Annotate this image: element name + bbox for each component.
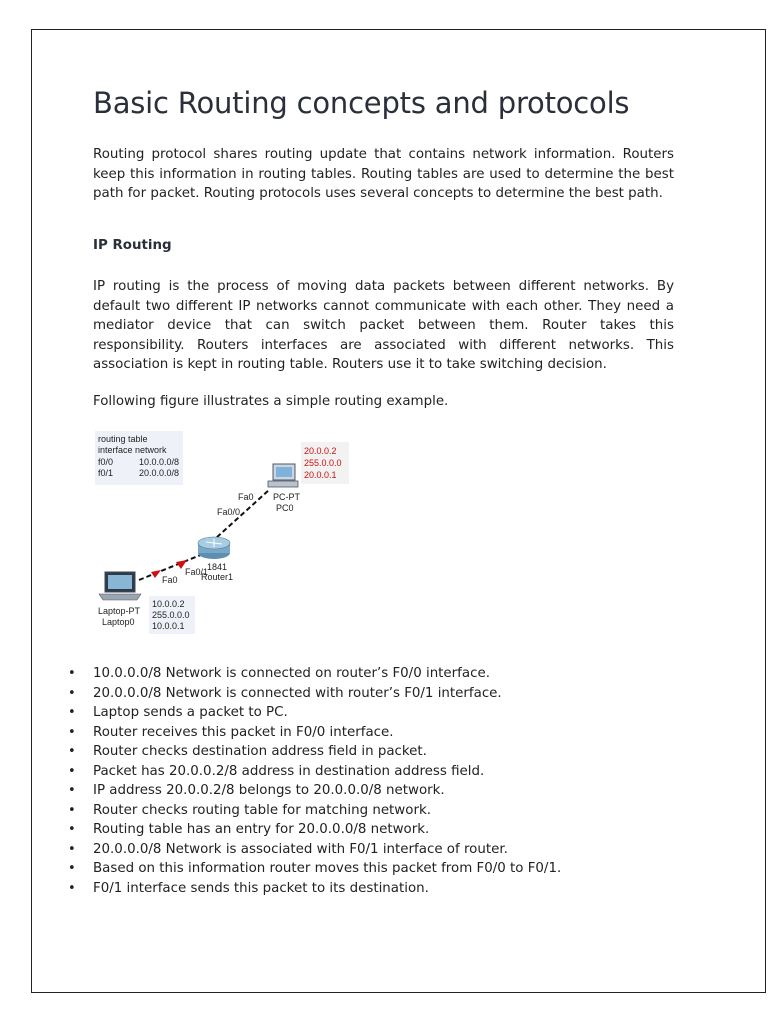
routing-table-title: routing table	[98, 434, 148, 444]
routing-table-network: 10.0.0.0/8	[139, 457, 180, 467]
routing-table-network: 20.0.0.0/8	[139, 468, 180, 478]
list-item: • Packet has 20.0.0.2/8 address in destination address field.	[68, 762, 688, 782]
list-item: • Router checks destination address field in packet.	[68, 742, 688, 762]
list-item: • IP address 20.0.0.2/8 belongs to 20.0.0.0/8 network.	[68, 781, 688, 801]
routing-table-iface: f0/0	[98, 457, 114, 467]
routing-table-header: interface network	[98, 445, 167, 455]
pc-type: PC-PT	[273, 492, 300, 502]
port-label: Fa0/0	[217, 507, 241, 517]
section-paragraph: IP routing is the process of moving data packets between different networks. By default two different IP networks cannot communicate with each other. They need a mediator device that can switch packet between them. Router takes this responsibility. Routers interfaces are associated with different networks. This association is kept in routing table. Routers use it to take switching decision.	[93, 279, 674, 372]
section-heading: IP Routing	[93, 238, 172, 253]
pc-name: PC0	[276, 503, 294, 513]
router-icon	[198, 537, 230, 559]
pc-icon	[268, 464, 298, 487]
list-item: • Laptop sends a packet to PC.	[68, 703, 688, 723]
port-label: Fa0	[238, 492, 254, 502]
list-item: • 10.0.0.0/8 Network is connected on router’s F0/0 interface.	[68, 664, 688, 684]
pc-mask: 255.0.0.0	[304, 458, 342, 468]
figure-caption: Following figure illustrates a simple routing example.	[93, 394, 449, 409]
list-item: • Based on this information router moves this packet from F0/0 to F0/1.	[68, 859, 688, 879]
pc-ip: 20.0.0.2	[304, 446, 337, 456]
list-item: • Routing table has an entry for 20.0.0.0/8 network.	[68, 820, 688, 840]
list-item: • Router checks routing table for matching network.	[68, 801, 688, 821]
steps-list	[68, 664, 688, 898]
intro-paragraph: Routing protocol shares routing update that contains network information. Routers keep this information in routing tables. Routing tables are used to determine the best path for packet. Routing protocols uses several concepts to determine the best path.	[93, 147, 674, 201]
routing-table-iface: f0/1	[98, 468, 114, 478]
laptop-type: Laptop-PT	[98, 606, 141, 616]
list-item: • Router receives this packet in F0/0 interface.	[68, 723, 688, 743]
router-model: 1841	[207, 562, 228, 572]
packet-arrow-icon	[151, 570, 161, 578]
list-item: • 20.0.0.0/8 Network is associated with F0/1 interface of router.	[68, 840, 688, 860]
laptop-ip: 10.0.0.2	[152, 599, 185, 609]
port-label: Fa0	[162, 575, 178, 585]
list-item: • F0/1 interface sends this packet to its destination.	[68, 879, 688, 899]
laptop-name: Laptop0	[102, 617, 135, 627]
list-item: • 20.0.0.0/8 Network is connected with router’s F0/1 interface.	[68, 684, 688, 704]
laptop-gateway: 10.0.0.1	[152, 621, 185, 631]
port-label: Fa0/1	[185, 567, 209, 577]
laptop-icon	[99, 572, 141, 600]
pc-gateway: 20.0.0.1	[304, 470, 337, 480]
network-diagram	[93, 428, 353, 638]
laptop-mask: 255.0.0.0	[152, 610, 190, 620]
router-name: Router1	[201, 572, 234, 582]
page-title: Basic Routing concepts and protocols	[93, 86, 630, 120]
